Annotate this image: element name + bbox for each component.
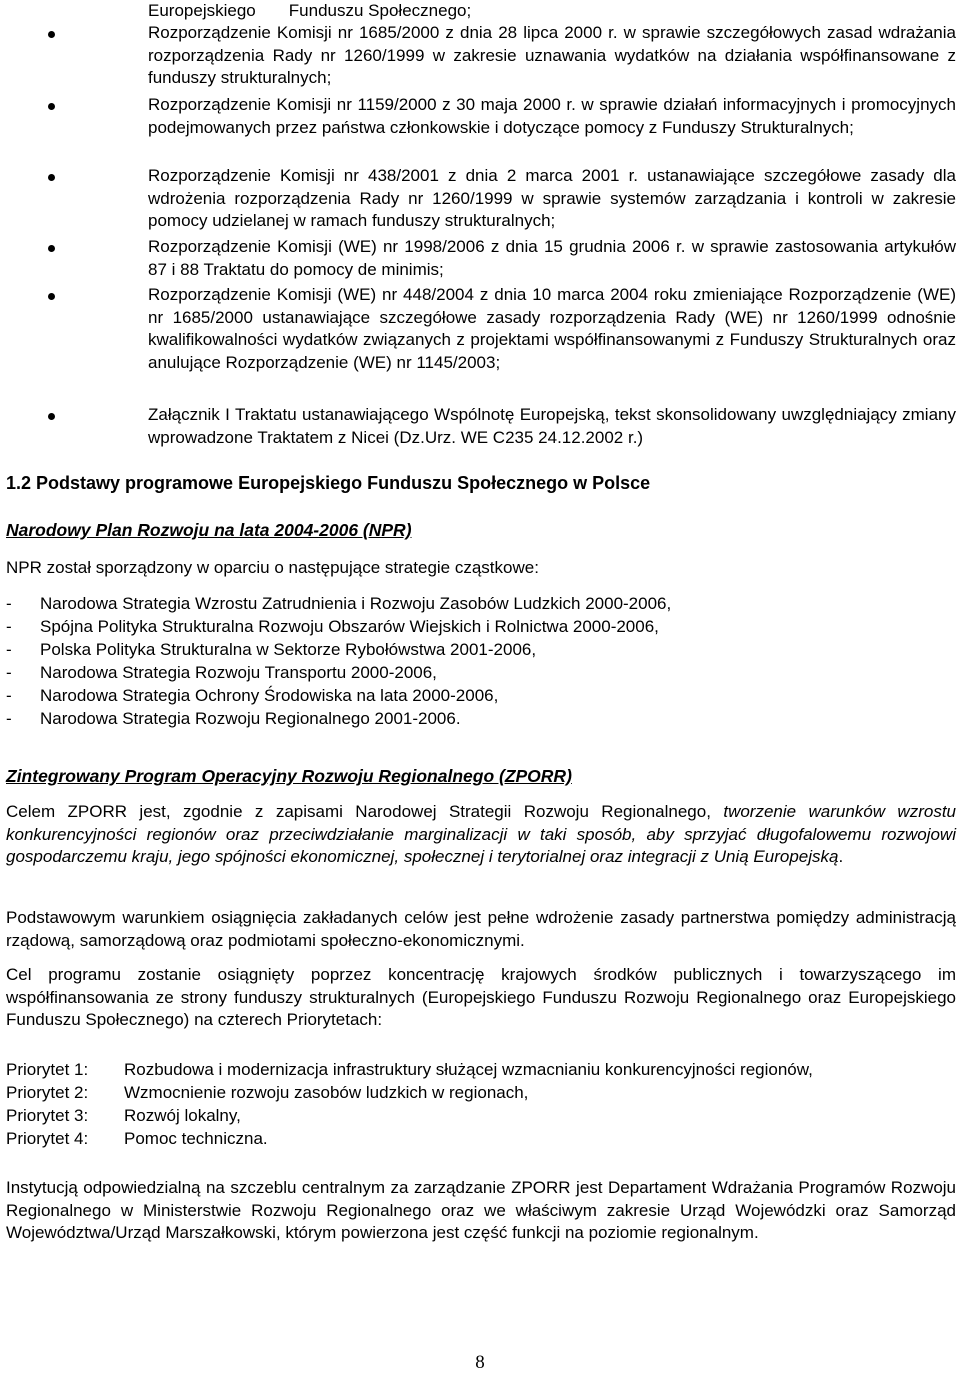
list-item: Rozporządzenie Komisji nr 1159/2000 z 30 maja 2000 r. w sprawie działań informacyjnych i promocyjnych podejmowanych przez państwa członkowskie i dotyczące pomocy z Funduszy Strukturalnych; — [148, 95, 956, 137]
priority-label: Priorytet 2: — [6, 1083, 89, 1102]
zporr-paragraph-1 — [6, 801, 956, 869]
strategy-text: Narodowa Strategia Wzrostu Zatrudnienia i Rozwoju Zasobów Ludzkich 2000-2006, — [40, 594, 672, 613]
npr-title: Narodowy Plan Rozwoju na lata 2004-2006 (NPR) — [6, 520, 412, 540]
page-number: 8 — [475, 1352, 485, 1373]
strategy-text: Narodowa Strategia Rozwoju Regionalnego 2001-2006. — [40, 709, 461, 728]
dash-marker: - — [6, 709, 12, 728]
priority-text: Wzmocnienie rozwoju zasobów ludzkich w regionach, — [124, 1083, 529, 1102]
zporr-title: Zintegrowany Program Operacyjny Rozwoju Regionalnego (ZPORR) — [6, 766, 572, 786]
dash-marker: - — [6, 594, 12, 613]
list-item: Załącznik I Traktatu ustanawiającego Wspólnotę Europejską, tekst skonsolidowany uwzględniający zmiany wprowadzone Traktatem z Nicei (Dz.Urz. WE C235 24.12.2002 r.) — [148, 405, 956, 447]
zporr-paragraph-2: Podstawowym warunkiem osiągnięcia zakładanych celów jest pełne wdrożenie zasady partnerstwa pomiędzy administracją rządową, samorządową oraz podmiotami społeczno-ekonomicznymi. — [6, 908, 956, 950]
npr-intro: NPR został sporządzony w oparciu o następujące strategie cząstkowe: — [6, 558, 539, 577]
priority-label: Priorytet 4: — [6, 1129, 89, 1148]
zporr-p1-text: Celem ZPORR jest, zgodnie z zapisami Narodowej Strategii Rozwoju Regionalnego, — [6, 802, 724, 821]
zporr-paragraph-4: Instytucją odpowiedzialną na szczeblu centralnym za zarządzanie ZPORR jest Departament Wdrażania Programów Rozwoju Regionalnego w Ministerstwie Rozwoju Regionalnego oraz we właściwym zakresie Urząd Wojewódzki oraz Samorząd Województwa/Urząd Marszałkowski, którym powierzona jest część funkcji na poziomie regionalnym. — [6, 1178, 956, 1242]
priority-text: Pomoc techniczna. — [124, 1129, 268, 1148]
zporr-p1-end: . — [838, 847, 844, 866]
priority-text: Rozwój lokalny, — [124, 1106, 241, 1125]
list-item: Rozporządzenie Komisji nr 438/2001 z dnia 2 marca 2001 r. ustanawiające szczegółowe zasady dla wdrożenia rozporządzenia Rady nr 1260/1999 w sprawie systemów zarządzania i kontroli w zakresie pomocy udzielanej w ramach funduszy strukturalnych; — [148, 166, 956, 230]
strategy-text: Polska Polityka Strukturalna w Sektorze Rybołówstwa 2001-2006, — [40, 640, 537, 659]
list-item: Rozporządzenie Komisji (WE) nr 1998/2006 z dnia 15 grudnia 2006 r. w sprawie zastosowania artykułów 87 i 88 Traktatu do pomocy de minimis; — [148, 237, 956, 279]
bullet-icon — [48, 245, 55, 252]
bullet-icon — [48, 413, 55, 420]
priority-label: Priorytet 3: — [6, 1106, 89, 1125]
priority-label: Priorytet 1: — [6, 1060, 89, 1079]
list-item: Rozporządzenie Komisji (WE) nr 448/2004 z dnia 10 marca 2004 roku zmieniające Rozporządzenie (WE) nr 1685/2000 ustanawiające szczegółowe zasady rozporządzenia Rady (WE) nr 1260/1999 odnośnie kwalifikowalności wydatków związanych z projektami współfinansowanymi z Funduszy Strukturalnych oraz anulujące Rozporządzenie (WE) nr 1145/2003; — [148, 285, 956, 372]
bullet-icon — [48, 31, 55, 38]
dash-marker: - — [6, 663, 12, 682]
regulation-continuation: Europejskiego Funduszu Społecznego; — [148, 1, 472, 20]
bullet-icon — [48, 293, 55, 300]
list-item: Rozporządzenie Komisji nr 1685/2000 z dnia 28 lipca 2000 r. w sprawie szczegółowych zasad wdrażania rozporządzenia Rady nr 1260/1999 w zakresie uznawania wydatków na działania współfinansowane z funduszy strukturalnych; — [148, 23, 956, 87]
strategy-text: Spójna Polityka Strukturalna Rozwoju Obszarów Wiejskich i Rolnictwa 2000-2006, — [40, 617, 659, 636]
dash-marker: - — [6, 640, 12, 659]
bullet-icon — [48, 174, 55, 181]
section-heading: 1.2 Podstawy programowe Europejskiego Funduszu Społecznego w Polsce — [6, 473, 651, 493]
priority-text: Rozbudowa i modernizacja infrastruktury służącej wzmacnianiu konkurencyjności regionów, — [124, 1060, 813, 1079]
zporr-p1-emphasis: tworzenie warunków wzrostu konkurencyjności regionów oraz przeciwdziałanie marginalizacji w taki sposób, aby sprzyjać długofalowemu rozwojowi gospodarczemu kraju, jego spójności ekonomicznej, społecznej i terytorialnej oraz integracji z Unią Europejską — [6, 802, 956, 866]
bullet-icon — [48, 103, 55, 110]
dash-marker: - — [6, 686, 12, 705]
zporr-paragraph-3: Cel programu zostanie osiągnięty poprzez koncentrację krajowych środków publicznych i towarzyszącego im współfinansowania ze strony funduszy strukturalnych (Europejskiego Funduszu Rozwoju Regionalnego oraz Europejskiego Funduszu Społecznego) na czterech Priorytetach: — [6, 965, 956, 1029]
dash-marker: - — [6, 617, 12, 636]
strategy-text: Narodowa Strategia Rozwoju Transportu 2000-2006, — [40, 663, 437, 682]
strategy-text: Narodowa Strategia Ochrony Środowiska na lata 2000-2006, — [40, 686, 499, 705]
